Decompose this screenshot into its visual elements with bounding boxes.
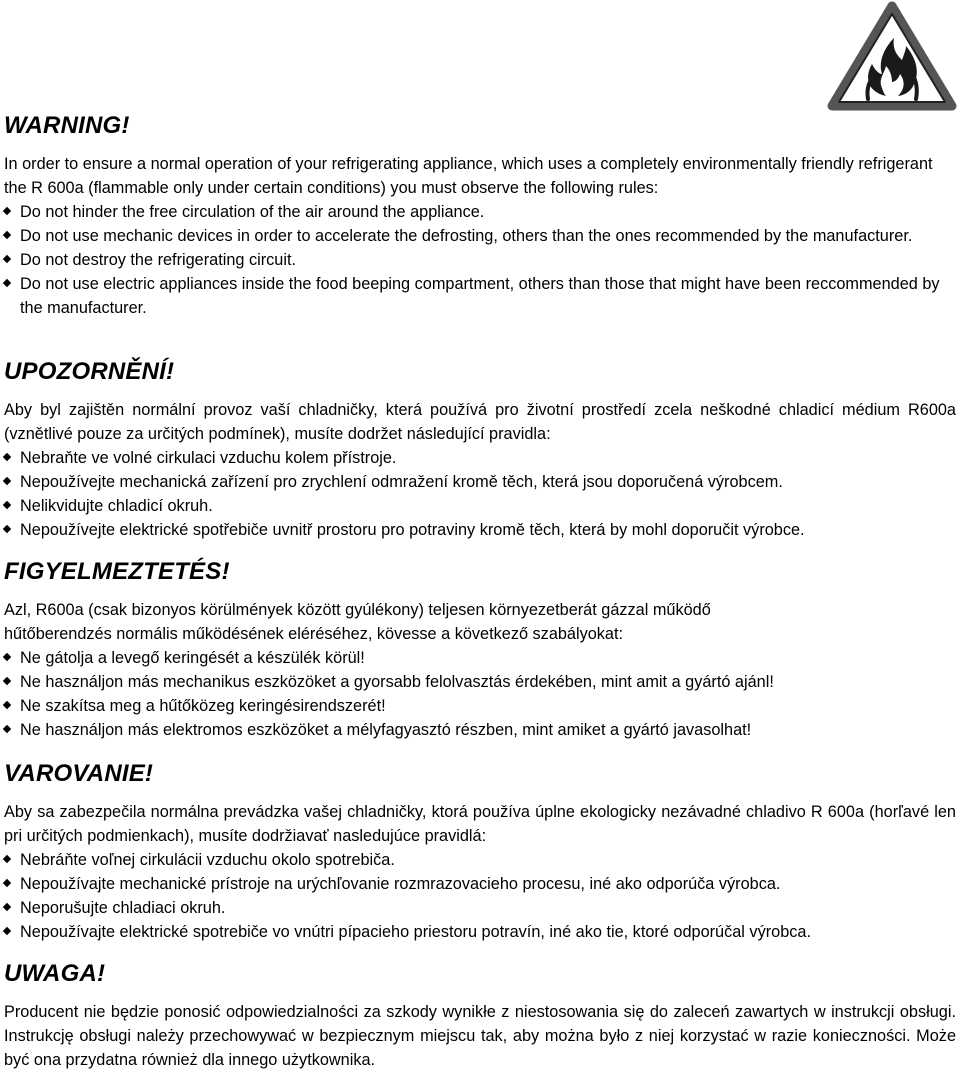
diamond-bullet-icon <box>3 927 11 935</box>
list-item: Nelikvidujte chladicí okruh. <box>4 494 956 518</box>
list-item: Nepoužívejte elektrické spotřebiče uvnitř prostoru pro potraviny kromě těch, která by mohl doporučit výrobce. <box>4 518 956 542</box>
diamond-bullet-icon <box>3 255 11 263</box>
list-item: Ne használjon más elektromos eszközöket a mélyfagyasztó részben, mint amiket a gyártó javasolhat! <box>4 718 956 742</box>
section-warning-hu <box>4 558 956 742</box>
heading-figyelmeztetes: FIGYELMEZTETÉS! <box>4 558 230 585</box>
section-warning-cz <box>4 358 956 542</box>
diamond-bullet-icon <box>3 453 11 461</box>
upozorneni-intro: Aby byl zajištěn normální provoz vaší chladničky, která používá pro životní prostředí zcela neškodné chladicí médium R600a (vznětlivé pouze za určitých podmínek), musíte dodržet následující pravidla: <box>4 401 956 443</box>
heading-warning: WARNING! <box>4 112 130 139</box>
warning-rules-list <box>4 200 956 320</box>
diamond-bullet-icon <box>3 701 11 709</box>
section-warning-en <box>4 112 956 320</box>
diamond-bullet-icon <box>3 855 11 863</box>
list-item: Nepoužívajte elektrické spotrebiče vo vnútri pípacieho priestoru potravín, iné ako tie, ktoré odporúčal výrobca. <box>4 920 956 944</box>
list-item: Nepoužívajte mechanické prístroje na urýchľovanie rozmrazovacieho procesu, iné ako odporúča výrobca. <box>4 872 956 896</box>
uwaga-text: Producent nie będzie ponosić odpowiedzialności za szkody wynikłe z niestosowania się do zaleceń zawartych w instrukcji obsługi. Instrukcję obsługi należy przechowywać w bezpiecznym miejscu tak, aby można było z niej korzystać w razie konieczności. Może być ona przydatna również dla innego użytkownika. <box>4 1003 956 1069</box>
list-item: Nepoužívejte mechanická zařízení pro zrychlení odmražení kromě těch, která jsou doporučená výrobcem. <box>4 470 956 494</box>
diamond-bullet-icon <box>3 653 11 661</box>
diamond-bullet-icon <box>3 207 11 215</box>
heading-uwaga: UWAGA! <box>4 960 106 987</box>
list-item: Nebraňte ve volné cirkulaci vzduchu kolem přístroje. <box>4 446 956 470</box>
heading-upozorneni: UPOZORNĚNÍ! <box>4 358 175 385</box>
figyelmeztetes-intro: Azl, R600a (csak bizonyos körülmények között gyúlékony) teljesen környezetberát gázzal működő hűtőberendzés normális működésének eléréséhez, kövesse a következő szabályokat: <box>4 601 711 643</box>
section-warning-pl <box>4 960 956 1072</box>
diamond-bullet-icon <box>3 279 11 287</box>
list-item: Do not use electric appliances inside the food beeping compartment, others than those that might have been reccommended by the manufacturer. <box>4 272 956 320</box>
diamond-bullet-icon <box>3 231 11 239</box>
list-item: Do not destroy the refrigerating circuit. <box>4 248 956 272</box>
diamond-bullet-icon <box>3 525 11 533</box>
diamond-bullet-icon <box>3 879 11 887</box>
figyelmeztetes-rules-list <box>4 646 956 742</box>
diamond-bullet-icon <box>3 903 11 911</box>
diamond-bullet-icon <box>3 725 11 733</box>
list-item: Ne szakítsa meg a hűtőközeg keringésirendszerét! <box>4 694 956 718</box>
list-item: Do not use mechanic devices in order to accelerate the defrosting, others than the ones recommended by the manufacturer. <box>4 224 956 248</box>
flammable-warning-icon <box>826 0 958 112</box>
varovanie-intro: Aby sa zabezpečila normálna prevádzka vašej chladničky, ktorá používa úplne ekologicky nezávadné chladivo R 600a (horľavé len pri určitých podmienkach), musíte dodržiavať nasledujúce pravidlá: <box>4 803 956 845</box>
list-item: Nebráňte voľnej cirkulácii vzduchu okolo spotrebiča. <box>4 848 956 872</box>
list-item: Neporušujte chladiaci okruh. <box>4 896 956 920</box>
diamond-bullet-icon <box>3 501 11 509</box>
list-item: Ne használjon más mechanikus eszközöket a gyorsabb felolvasztás érdekében, mint amit a gyártó ajánl! <box>4 670 956 694</box>
list-item: Ne gátolja a levegő keringését a készülék körül! <box>4 646 956 670</box>
upozorneni-rules-list <box>4 446 956 542</box>
diamond-bullet-icon <box>3 677 11 685</box>
list-item: Do not hinder the free circulation of the air around the appliance. <box>4 200 956 224</box>
warning-intro: In order to ensure a normal operation of your refrigerating appliance, which uses a completely environmentally friendly refrigerant the R 600a (flammable only under certain conditions) you must observe the following rules: <box>4 155 933 197</box>
varovanie-rules-list <box>4 848 956 944</box>
heading-varovanie: VAROVANIE! <box>4 760 154 787</box>
section-warning-sk <box>4 760 956 944</box>
diamond-bullet-icon <box>3 477 11 485</box>
